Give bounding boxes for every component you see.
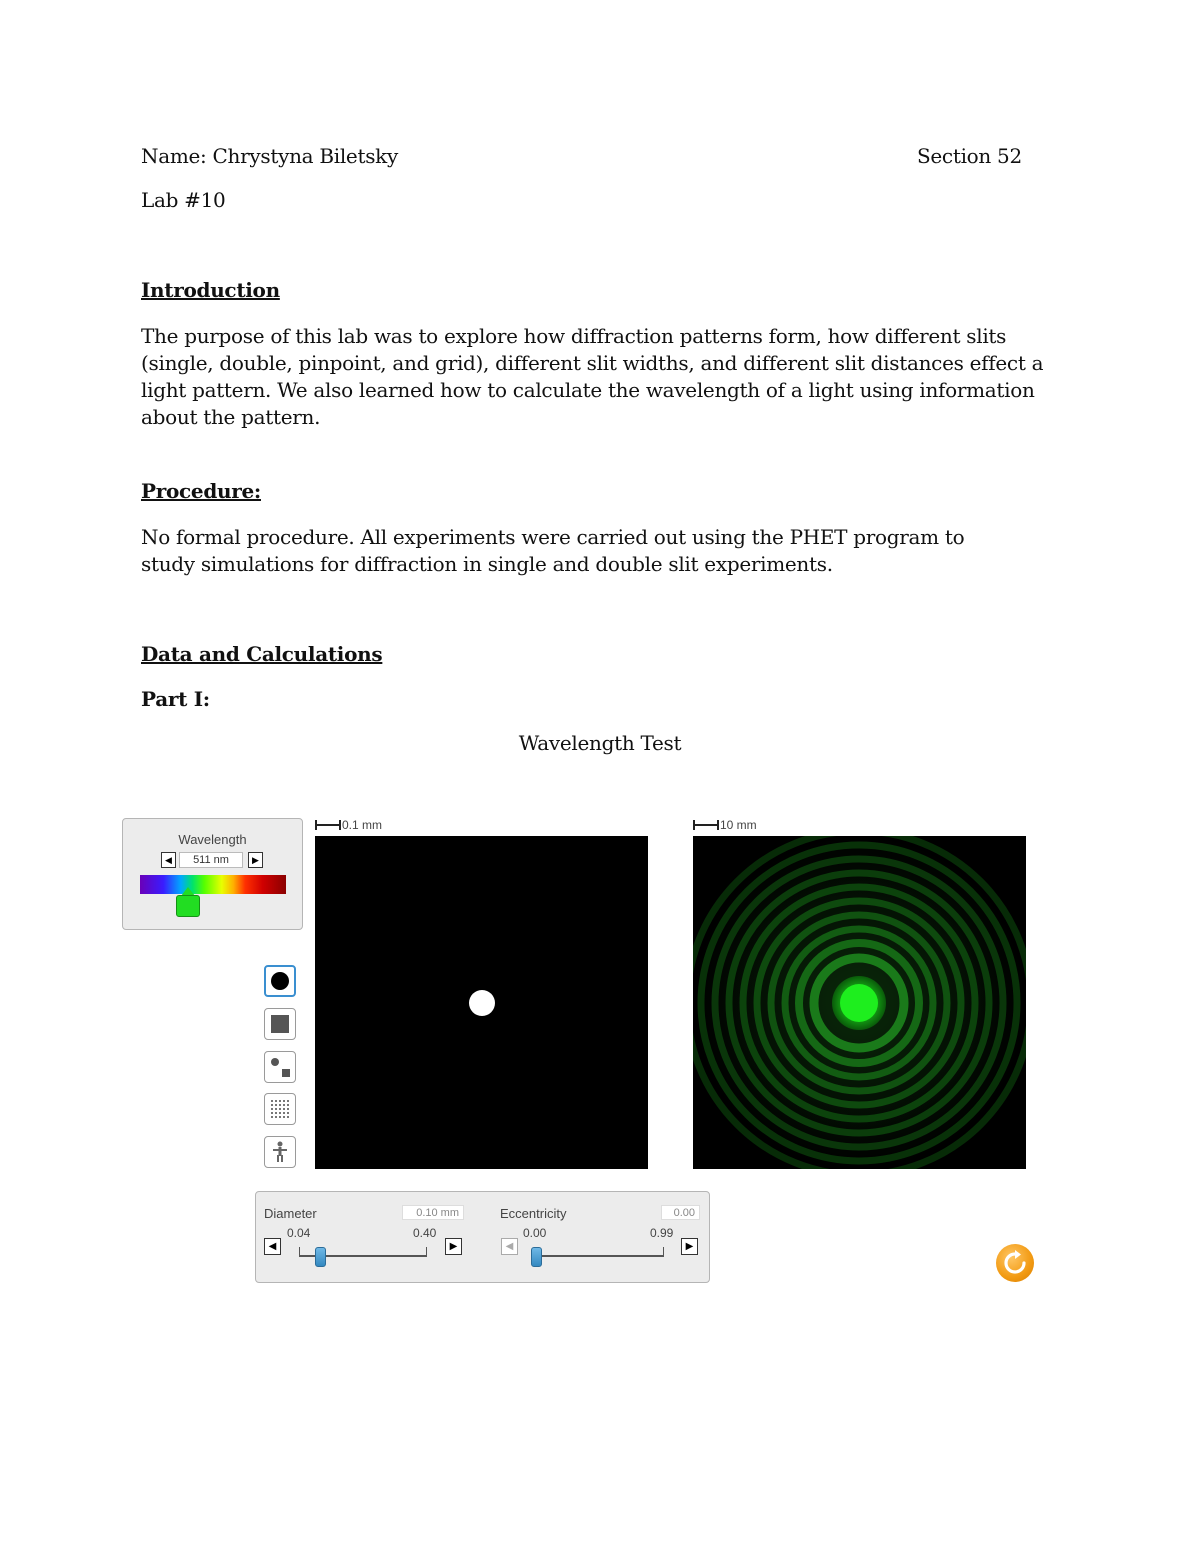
reset-icon: [1002, 1250, 1028, 1276]
square-aperture-icon: [270, 1014, 290, 1034]
circular-aperture-hole: [469, 990, 495, 1016]
eccentricity-track-max-tick: [663, 1247, 664, 1256]
section-number: Section 52: [917, 144, 1022, 168]
eccentricity-slider-thumb[interactable]: [531, 1247, 542, 1267]
procedure-text: No formal procedure. All experiments were carried out using the PHET program to study simulations for diffraction in single and double slit experiments.: [141, 525, 965, 576]
introduction-heading: Introduction: [141, 278, 280, 302]
wavelength-decrease-button[interactable]: [161, 852, 176, 868]
triangle-left-icon: ◀: [505, 1241, 514, 1252]
diameter-label: Diameter: [264, 1206, 317, 1221]
aperture-scale-bar: [315, 818, 382, 832]
student-name: Name: Chrystyna Biletsky: [141, 144, 398, 168]
eccentricity-max-label: 0.99: [650, 1226, 674, 1240]
circle-aperture-icon: [270, 971, 290, 991]
part-label: Part I:: [141, 687, 210, 711]
diameter-value[interactable]: 0.10 mm: [402, 1205, 464, 1220]
figure-aperture-button[interactable]: [264, 1136, 296, 1168]
figure-caption: Wavelength Test: [518, 731, 682, 755]
triangle-right-icon: ▶: [449, 1241, 458, 1252]
pattern-scale-label: 10 mm: [720, 818, 757, 832]
data-heading: Data and Calculations: [141, 642, 383, 666]
triangle-left-icon: ◀: [165, 854, 172, 865]
figure-aperture-icon: [270, 1141, 290, 1163]
eccentricity-increase-button[interactable]: [681, 1238, 698, 1255]
wavelength-title: Wavelength: [178, 832, 247, 847]
eccentricity-value[interactable]: 0.00: [661, 1205, 700, 1220]
scale-bar-icon: [315, 820, 339, 830]
introduction-text: The purpose of this lab was to explore how diffraction patterns form, how different slits (single, double, pinpoint, and grid), different slit widths, and different slit distances effect a light pattern. We also learned how to calculate the wavelength of a light using information about the pattern.: [141, 324, 1044, 429]
eccentricity-decrease-button[interactable]: [501, 1238, 518, 1255]
eccentricity-slider-track[interactable]: [536, 1255, 664, 1257]
wavelength-value[interactable]: 511 nm: [179, 852, 243, 868]
diameter-increase-button[interactable]: [445, 1238, 462, 1255]
diameter-track-max-tick: [426, 1247, 427, 1256]
triangle-right-icon: ▶: [252, 854, 259, 865]
grid-aperture-icon: [270, 1099, 290, 1119]
triangle-right-icon: ▶: [685, 1241, 694, 1252]
two-holes-aperture-button[interactable]: [264, 1051, 296, 1083]
grid-aperture-button[interactable]: [264, 1093, 296, 1125]
scale-bar-icon: [693, 820, 717, 830]
aperture-scale-label: 0.1 mm: [342, 818, 383, 832]
wavelength-spectrum-slider[interactable]: [140, 875, 286, 894]
lab-number: Lab #10: [141, 188, 226, 212]
diameter-max-label: 0.40: [413, 1226, 437, 1240]
circle-aperture-button[interactable]: [264, 965, 296, 997]
wavelength-increase-button[interactable]: [248, 852, 263, 868]
square-aperture-button[interactable]: [264, 1008, 296, 1040]
diameter-slider-thumb[interactable]: [315, 1247, 326, 1267]
aperture-controls-panel: [255, 1191, 710, 1283]
reset-button[interactable]: [996, 1244, 1034, 1282]
triangle-left-icon: ◀: [268, 1241, 277, 1252]
diffraction-pattern-view: [693, 836, 1026, 1169]
pattern-scale-bar: [693, 818, 757, 832]
airy-disk-pattern: [693, 836, 1026, 1169]
wavelength-panel: [122, 818, 303, 930]
wavelength-slider-thumb[interactable]: [176, 895, 200, 917]
eccentricity-label: Eccentricity: [500, 1206, 567, 1221]
eccentricity-min-label: 0.00: [523, 1226, 547, 1240]
procedure-heading: Procedure:: [141, 479, 261, 503]
diameter-min-label: 0.04: [287, 1226, 311, 1240]
two-holes-aperture-icon: [269, 1056, 291, 1078]
diameter-decrease-button[interactable]: [264, 1238, 281, 1255]
